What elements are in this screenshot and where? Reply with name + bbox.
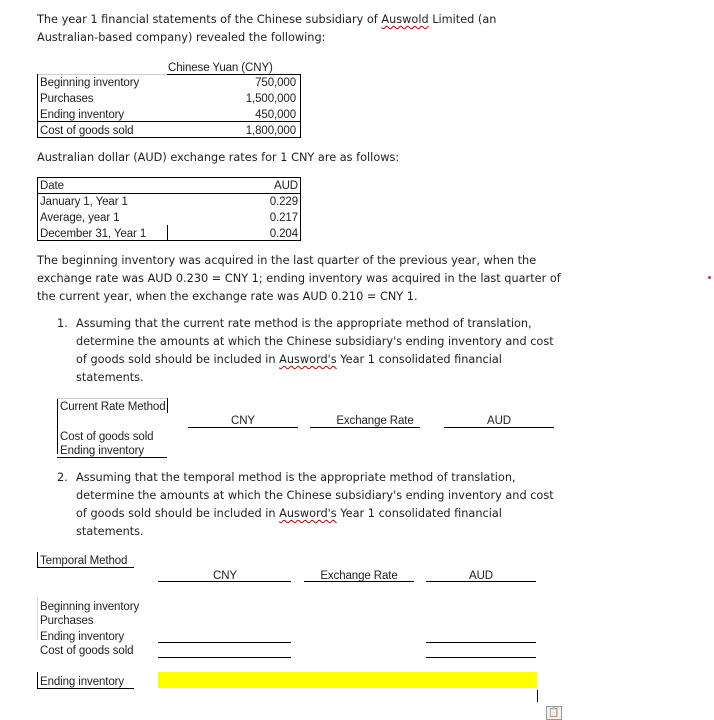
q1-company: Ausword's (279, 353, 337, 366)
temporal-bottom-rule (37, 688, 134, 689)
rates-divider (167, 225, 168, 240)
q2-line3-post: Year 1 consolidated financial (336, 507, 502, 520)
temporal-col-aud: AUD (469, 570, 493, 582)
current-rule-cny (188, 427, 298, 428)
q2-line: statements. (76, 525, 144, 538)
intro-text-post: Limited (an (428, 13, 497, 26)
cny-row-label: Purchases (40, 93, 94, 105)
cny-row-value: 1,800,000 (245, 125, 296, 137)
temporal-col-rate: Exchange Rate (320, 570, 398, 582)
current-title-top (57, 398, 167, 399)
intro-text: The year 1 financial statements of the Chinese subsidiary of (37, 13, 382, 26)
rates-top-rule (37, 177, 301, 178)
rates-col-date: Date (40, 180, 64, 192)
temporal-total-cny (158, 657, 291, 658)
q2-line: determine the amounts at which the Chinese subsidiary's ending inventory and cost (76, 489, 554, 502)
intro-line-2: Australian-based company) revealed the following: (37, 31, 326, 44)
temporal-total-aud (426, 657, 536, 658)
highlighted-answer-cells[interactable] (158, 672, 537, 688)
temporal-left-grid (37, 597, 38, 640)
rates-col-aud: AUD (274, 180, 298, 192)
rates-row-label: January 1, Year 1 (40, 196, 128, 208)
current-rule-aud (444, 427, 554, 428)
cny-bottom-rule (37, 137, 301, 138)
cny-header-rule (167, 74, 300, 75)
cny-row-label: Beginning inventory (40, 77, 140, 89)
temporal-rule-aud (426, 581, 536, 582)
cny-row-label: Ending inventory (40, 109, 125, 121)
q2-line: Assuming that the temporal method is the appropriate method of translation, (76, 471, 516, 484)
cny-row-value: 450,000 (255, 109, 296, 121)
current-col-aud: AUD (487, 415, 511, 427)
intro-paragraph (37, 11, 496, 47)
q1-line: statements. (76, 371, 144, 384)
rates-intro: Australian dollar (AUD) exchange rates for 1 CNY are as follows: (37, 151, 400, 164)
temporal-title: Temporal Method (40, 555, 128, 567)
rates-row-value: 0.217 (269, 212, 298, 224)
temporal-bottom-left-border (37, 672, 38, 688)
current-bottom-rule (57, 457, 167, 458)
rates-header-rule (37, 193, 301, 194)
note-line: The beginning inventory was acquired in the last quarter of the previous year, when the (37, 254, 537, 267)
rates-left-border (37, 177, 38, 240)
cny-row-value: 750,000 (255, 77, 296, 89)
temporal-title-border (37, 552, 38, 568)
q1-line: Assuming that the current rate method is the appropriate method of translation, (76, 317, 532, 330)
cny-grid-rule (37, 74, 167, 75)
cny-header: Chinese Yuan (CNY) (168, 62, 273, 74)
rates-right-border (300, 177, 301, 240)
q2-line3-pre: of goods sold should be included in (76, 507, 280, 520)
temporal-row-label: Cost of goods sold (40, 645, 134, 657)
q1-text (76, 315, 554, 387)
company-name: Auswold (381, 13, 429, 26)
temporal-bottom-label: Ending inventory (40, 676, 125, 688)
rates-row-label: December 31, Year 1 (40, 228, 147, 240)
rates-row-value: 0.229 (269, 196, 298, 208)
q1-line (76, 351, 554, 369)
current-left-border (57, 398, 58, 454)
current-rule-rate (310, 427, 420, 428)
rates-row-value: 0.204 (269, 228, 298, 240)
q1-line3-post: Year 1 consolidated financial (336, 353, 502, 366)
q2-number: 2. (57, 471, 68, 484)
temporal-row-label: Ending inventory (40, 631, 125, 643)
temporal-row-label: Beginning inventory (40, 601, 140, 613)
q2-text (76, 469, 554, 541)
rates-bottom-rule (37, 240, 301, 241)
intro-line-1 (37, 11, 496, 29)
current-row-label: Cost of goods sold (60, 431, 154, 443)
paste-options-icon[interactable]: 📋 (546, 706, 562, 720)
cny-row-label: Cost of goods sold (40, 125, 134, 137)
q1-number: 1. (57, 317, 68, 330)
note-line: exchange rate was AUD 0.230 = CNY 1; ending inventory was acquired in the last quarter of (37, 272, 561, 285)
cny-subtotal-rule (37, 121, 300, 122)
current-row-label: Ending inventory (60, 445, 145, 457)
note-paragraph (37, 252, 561, 306)
temporal-row-label: Purchases (40, 615, 94, 627)
current-title-border (167, 398, 168, 413)
cny-right-border (300, 74, 301, 138)
temporal-rule-cny (158, 581, 291, 582)
red-dot-marker (708, 276, 711, 279)
q2-line (76, 505, 554, 523)
temporal-col-cny: CNY (213, 570, 237, 582)
temporal-title-rule (37, 567, 134, 568)
note-line: the current year, when the exchange rate was AUD 0.210 = CNY 1. (37, 290, 418, 303)
current-rate-title: Current Rate Method (60, 401, 166, 413)
current-col-rate: Exchange Rate (336, 415, 414, 427)
cny-row-value: 1,500,000 (245, 93, 296, 105)
q2-company: Ausword's (279, 507, 337, 520)
q1-line: determine the amounts at which the Chinese subsidiary's ending inventory and cost (76, 335, 554, 348)
temporal-subtotal-aud (426, 642, 536, 643)
temporal-rule-rate (304, 581, 414, 582)
rates-row-label: Average, year 1 (40, 212, 120, 224)
current-col-cny: CNY (231, 415, 255, 427)
temporal-subtotal-cny (158, 642, 291, 643)
q1-line3-pre: of goods sold should be included in (76, 353, 280, 366)
text-cursor (537, 690, 538, 702)
cny-left-border (37, 74, 38, 138)
